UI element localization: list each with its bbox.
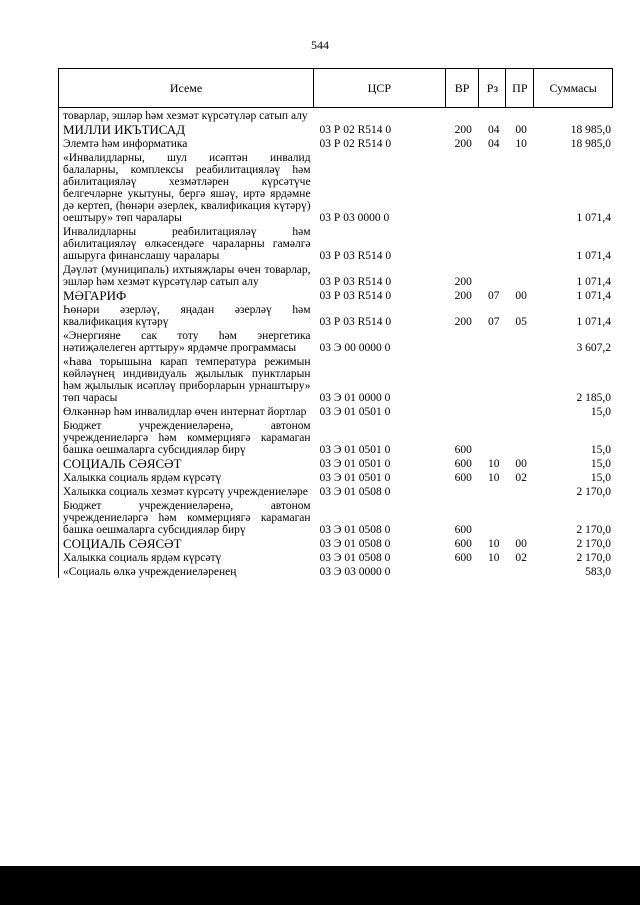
cell-vr: 600 — [454, 458, 472, 470]
cell-sum: 2 185,0 — [576, 392, 612, 404]
table-row — [59, 456, 613, 470]
cell-vr: 600 — [454, 524, 472, 536]
cell-rz: 10 — [487, 538, 500, 550]
table-row — [59, 418, 613, 456]
cell-rz: 04 — [487, 138, 500, 150]
table-row — [59, 224, 613, 262]
cell-name: «Энергияне сак тоту һәм энергетика нәтиҗәлелеген арттыру» ярдәмче программасы — [63, 330, 311, 354]
table-row — [59, 354, 613, 404]
cell-sum: 18 985,0 — [570, 138, 612, 150]
table-row — [59, 328, 613, 354]
header-csr: ЦСР — [314, 69, 446, 107]
cell-csr: 03 Э 01 0000 0 — [319, 392, 391, 404]
cell-name: Һөнәри әзерләү, яңадан әзерләү һәм квалификация күтәрү — [63, 304, 311, 328]
cell-rz: 10 — [487, 552, 500, 564]
cell-vr: 600 — [454, 472, 472, 484]
header-rz: Рз — [479, 69, 506, 107]
table-row — [59, 108, 613, 122]
cell-sum: 2 170,0 — [576, 552, 612, 564]
cell-sum: 2 170,0 — [576, 486, 612, 498]
table-row — [59, 484, 613, 498]
cell-name: Элемтә һәм информатика — [63, 138, 188, 150]
cell-name: МӘГАРИФ — [63, 288, 127, 303]
table-row — [59, 498, 613, 536]
cell-name: Инвалидларны реабилитацияләү һәм абилитацияләү өлкәсендәге чараларны гамәлгә ашыруга финанслашу чаралары — [63, 226, 311, 262]
cell-csr: 03 Э 01 0508 0 — [319, 524, 391, 536]
cell-name: Өлкәннәр һәм инвалидлар өчен интернат йортлар — [63, 406, 307, 418]
cell-csr: 03 Р 03 R514 0 — [319, 290, 392, 302]
cell-csr: 03 Р 03 R514 0 — [319, 250, 392, 262]
cell-name: «Инвалидларны, шул исәптән инвалид балаларны, комплексы реабилитацияләү һәм абилитацияләү хезмәтләрен күрсәтүче белгечләрне укытуны, бергә яшәү, иртә ярдәмне дә кертеп, (һөнәри әзерлек, квалификация күтәрү) оештыру» төп чаралары — [63, 152, 311, 224]
table-row — [59, 262, 613, 288]
header-pr: ПР — [506, 69, 534, 107]
cell-sum: 1 071,4 — [576, 316, 612, 328]
cell-name: СОЦИАЛЬ СӘЯСӘТ — [63, 536, 182, 551]
cell-csr: 03 Р 02 R514 0 — [319, 138, 392, 150]
cell-rz: 10 — [487, 472, 500, 484]
cell-name: Халыкка социаль ярдәм күрсәтү — [63, 472, 222, 484]
table-row — [59, 404, 613, 418]
table-header — [58, 68, 613, 108]
table-row — [59, 302, 613, 328]
cell-vr: 200 — [454, 290, 472, 302]
table-row — [59, 564, 613, 578]
cell-name: «Һава торышына карап температура режимын көйләүнең индивидуаль җылылык пунктларын һәм җылылык исәпләү приборларын урнаштыру» төп чарасы — [63, 356, 311, 404]
table-body — [58, 108, 613, 578]
cell-pr: 05 — [515, 316, 527, 328]
cell-sum: 15,0 — [590, 472, 612, 484]
cell-sum: 18 985,0 — [570, 124, 612, 136]
cell-pr: 02 — [515, 472, 527, 484]
cell-csr: 03 Э 00 0000 0 — [319, 342, 391, 354]
cell-vr: 200 — [454, 276, 472, 288]
cell-sum: 2 170,0 — [576, 524, 612, 536]
cell-vr: 600 — [454, 552, 472, 564]
cell-name: Бюджет учреждениеләренә, автоном учреждениеләргә һәм коммерциягә карамаган башка оешмаларга субсидияләр бирү — [63, 420, 311, 456]
cell-vr: 200 — [454, 124, 472, 136]
table-row — [59, 536, 613, 550]
cell-name: Халыкка социаль ярдәм күрсәтү — [63, 552, 222, 564]
cell-csr: 03 Э 01 0501 0 — [319, 444, 391, 456]
cell-csr: 03 Р 02 R514 0 — [319, 124, 392, 136]
cell-sum: 1 071,4 — [576, 290, 612, 302]
cell-vr: 200 — [454, 138, 472, 150]
cell-vr: 600 — [454, 444, 472, 456]
cell-name: СОЦИАЛЬ СӘЯСӘТ — [63, 456, 182, 471]
cell-csr: 03 Э 01 0501 0 — [319, 472, 391, 484]
table-row — [59, 122, 613, 136]
table-row — [59, 550, 613, 564]
cell-csr: 03 Э 03 0000 0 — [319, 566, 391, 578]
cell-name: «Социаль өлкә учреждениеләренең — [63, 566, 237, 578]
cell-rz: 10 — [487, 458, 500, 470]
table-row — [59, 150, 613, 224]
cell-csr: 03 Р 03 0000 0 — [319, 212, 390, 224]
cell-csr: 03 Э 01 0508 0 — [319, 538, 391, 550]
cell-rz: 04 — [487, 124, 500, 136]
cell-sum: 1 071,4 — [576, 250, 612, 262]
cell-name: Халыкка социаль хезмәт күрсәтү учреждениеләре — [63, 486, 308, 498]
table-row — [59, 470, 613, 484]
table-row — [59, 288, 613, 302]
cell-csr: 03 Э 01 0501 0 — [319, 406, 391, 418]
cell-csr: 03 Э 01 0501 0 — [319, 458, 391, 470]
header-name: Исеме — [59, 69, 314, 107]
cell-csr: 03 Э 01 0508 0 — [319, 486, 391, 498]
cell-sum: 583,0 — [585, 566, 612, 578]
cell-sum: 15,0 — [590, 406, 612, 418]
cell-sum: 3 607,2 — [576, 342, 612, 354]
cell-sum: 1 071,4 — [576, 212, 612, 224]
cell-name: Дәүләт (муниципаль) ихтыяҗлары өчен товарлар, эшләр һәм хезмәт күрсәтүләр сатып алу — [63, 264, 311, 288]
cell-vr: 600 — [454, 538, 472, 550]
cell-name: МИЛЛИ ИКЪТИСАД — [63, 122, 186, 137]
cell-csr: 03 Р 03 R514 0 — [319, 276, 392, 288]
cell-name: Бюджет учреждениеләренә, автоном учреждениеләргә һәм коммерциягә карамаган башка оешмаларга субсидияләр бирү — [63, 500, 311, 536]
cell-pr: 10 — [515, 138, 527, 150]
cell-sum: 1 071,4 — [576, 276, 612, 288]
cell-sum: 2 170,0 — [576, 538, 612, 550]
budget-table — [58, 68, 613, 578]
header-vr: ВР — [446, 69, 480, 107]
cell-sum: 15,0 — [590, 458, 612, 470]
cell-csr: 03 Р 03 R514 0 — [319, 316, 392, 328]
cell-pr: 00 — [515, 124, 527, 136]
scan-bottom-edge — [0, 866, 640, 905]
cell-pr: 00 — [515, 290, 527, 302]
table-row — [59, 136, 613, 150]
cell-rz: 07 — [487, 316, 500, 328]
cell-pr: 00 — [515, 458, 527, 470]
cell-sum: 15,0 — [590, 444, 612, 456]
cell-pr: 00 — [515, 538, 527, 550]
cell-csr: 03 Э 01 0508 0 — [319, 552, 391, 564]
header-sum: Суммасы — [549, 80, 597, 95]
page-number: 544 — [311, 38, 329, 52]
cell-pr: 02 — [515, 552, 527, 564]
cell-name: товарлар, эшләр һәм хезмәт күрсәтүләр сатып алу — [63, 110, 308, 122]
cell-rz: 07 — [487, 290, 500, 302]
cell-vr: 200 — [454, 316, 472, 328]
